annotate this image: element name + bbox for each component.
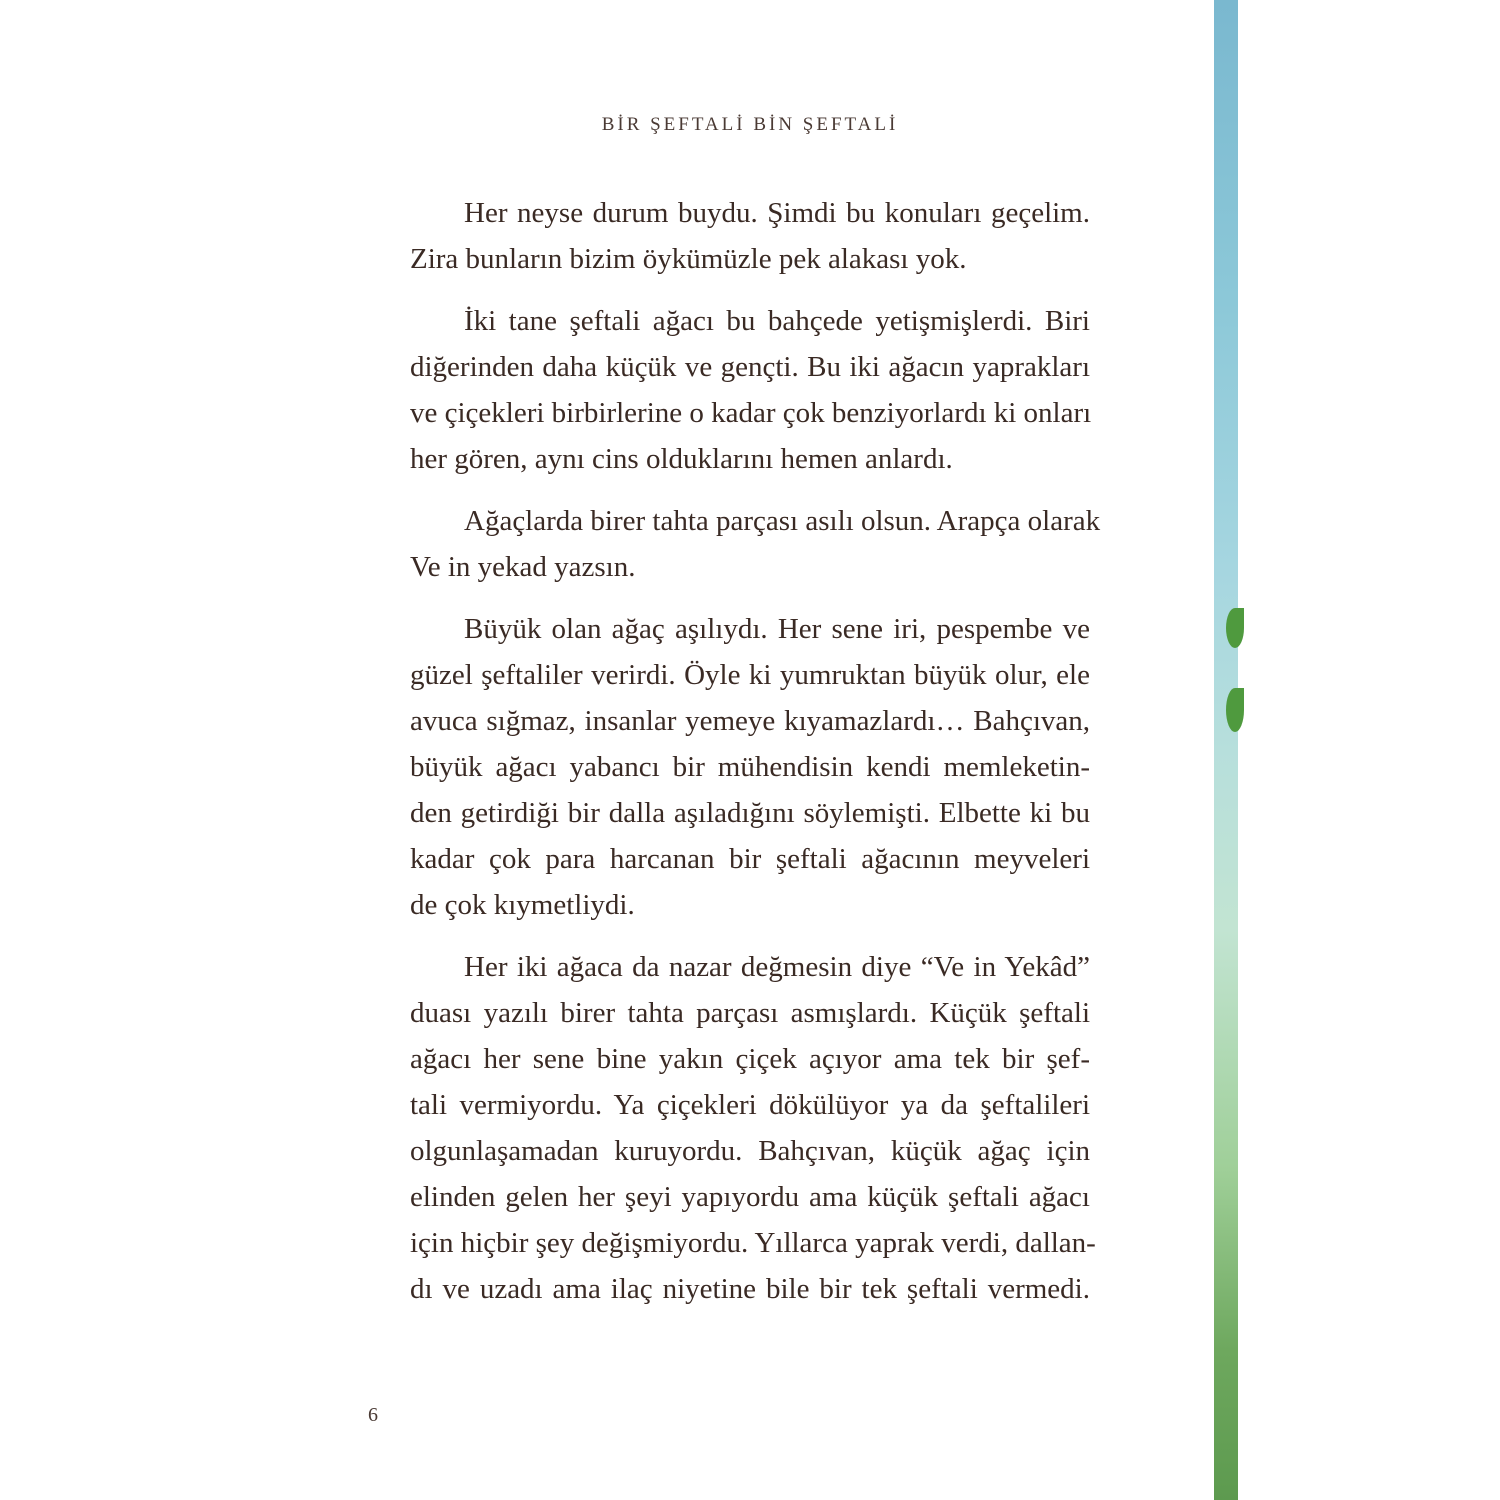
text-line: tali vermiyordu. Ya çiçekleri dökülüyor ya da şeftalileri (410, 1089, 1090, 1121)
text-line: İki tane şeftali ağacı bu bahçede yetişmişlerdi. Biri (464, 305, 1090, 337)
text-line: Her neyse durum buydu. Şimdi bu konuları geçelim. (464, 197, 1090, 229)
running-header: BİR ŞEFTALİ BİN ŞEFTALİ (601, 114, 899, 135)
text-line: olgunlaşamadan kuruyordu. Bahçıvan, küçük ağaç için (410, 1135, 1090, 1167)
leaf-decoration (1226, 608, 1244, 648)
text-line: Her iki ağaca da nazar değmesin diye “Ve in Yekâd” (464, 951, 1090, 983)
text-line: duası yazılı birer tahta parçası asmışlardı. Küçük şeftali (410, 997, 1090, 1029)
cover-illustration-strip (1214, 0, 1238, 1500)
leaf-decoration (1226, 688, 1244, 732)
text-line: ağacı her sene bine yakın çiçek açıyor ama tek bir şef- (410, 1043, 1090, 1075)
text-line: avuca sığmaz, insanlar yemeye kıyamazlardı… Bahçıvan, (410, 705, 1090, 737)
text-line: her gören, aynı cins olduklarını hemen anlardı. (410, 443, 953, 475)
text-line: de çok kıymetliydi. (410, 889, 635, 921)
text-line: güzel şeftaliler verirdi. Öyle ki yumruktan büyük olur, ele (410, 659, 1090, 691)
page-number: 6 (368, 1404, 378, 1426)
text-line: Ve in yekad yazsın. (410, 551, 636, 583)
text-line: elinden gelen her şeyi yapıyordu ama küçük şeftali ağacı (410, 1181, 1090, 1213)
text-line: Büyük olan ağaç aşılıydı. Her sene iri, pespembe ve (464, 613, 1090, 645)
text-line: büyük ağacı yabancı bir mühendisin kendi memleketin- (410, 751, 1090, 783)
text-line: dı ve uzadı ama ilaç niyetine bile bir tek şeftali vermedi. (410, 1273, 1090, 1305)
text-line: kadar çok para harcanan bir şeftali ağacının meyveleri (410, 843, 1090, 875)
text-line: Zira bunların bizim öykümüzle pek alakası yok. (410, 243, 967, 275)
text-line: den getirdiği bir dalla aşıladığını söylemişti. Elbette ki bu (410, 797, 1090, 829)
text-line: ve çiçekleri birbirlerine o kadar çok benziyorlardı ki onları (410, 397, 1092, 429)
text-line: için hiçbir şey değişmiyordu. Yıllarca yaprak verdi, dallan- (410, 1227, 1096, 1259)
text-line: Ağaçlarda birer tahta parçası asılı olsun. Arapça olarak (464, 505, 1101, 537)
text-line: diğerinden daha küçük ve gençti. Bu iki ağacın yaprakları (410, 351, 1090, 383)
